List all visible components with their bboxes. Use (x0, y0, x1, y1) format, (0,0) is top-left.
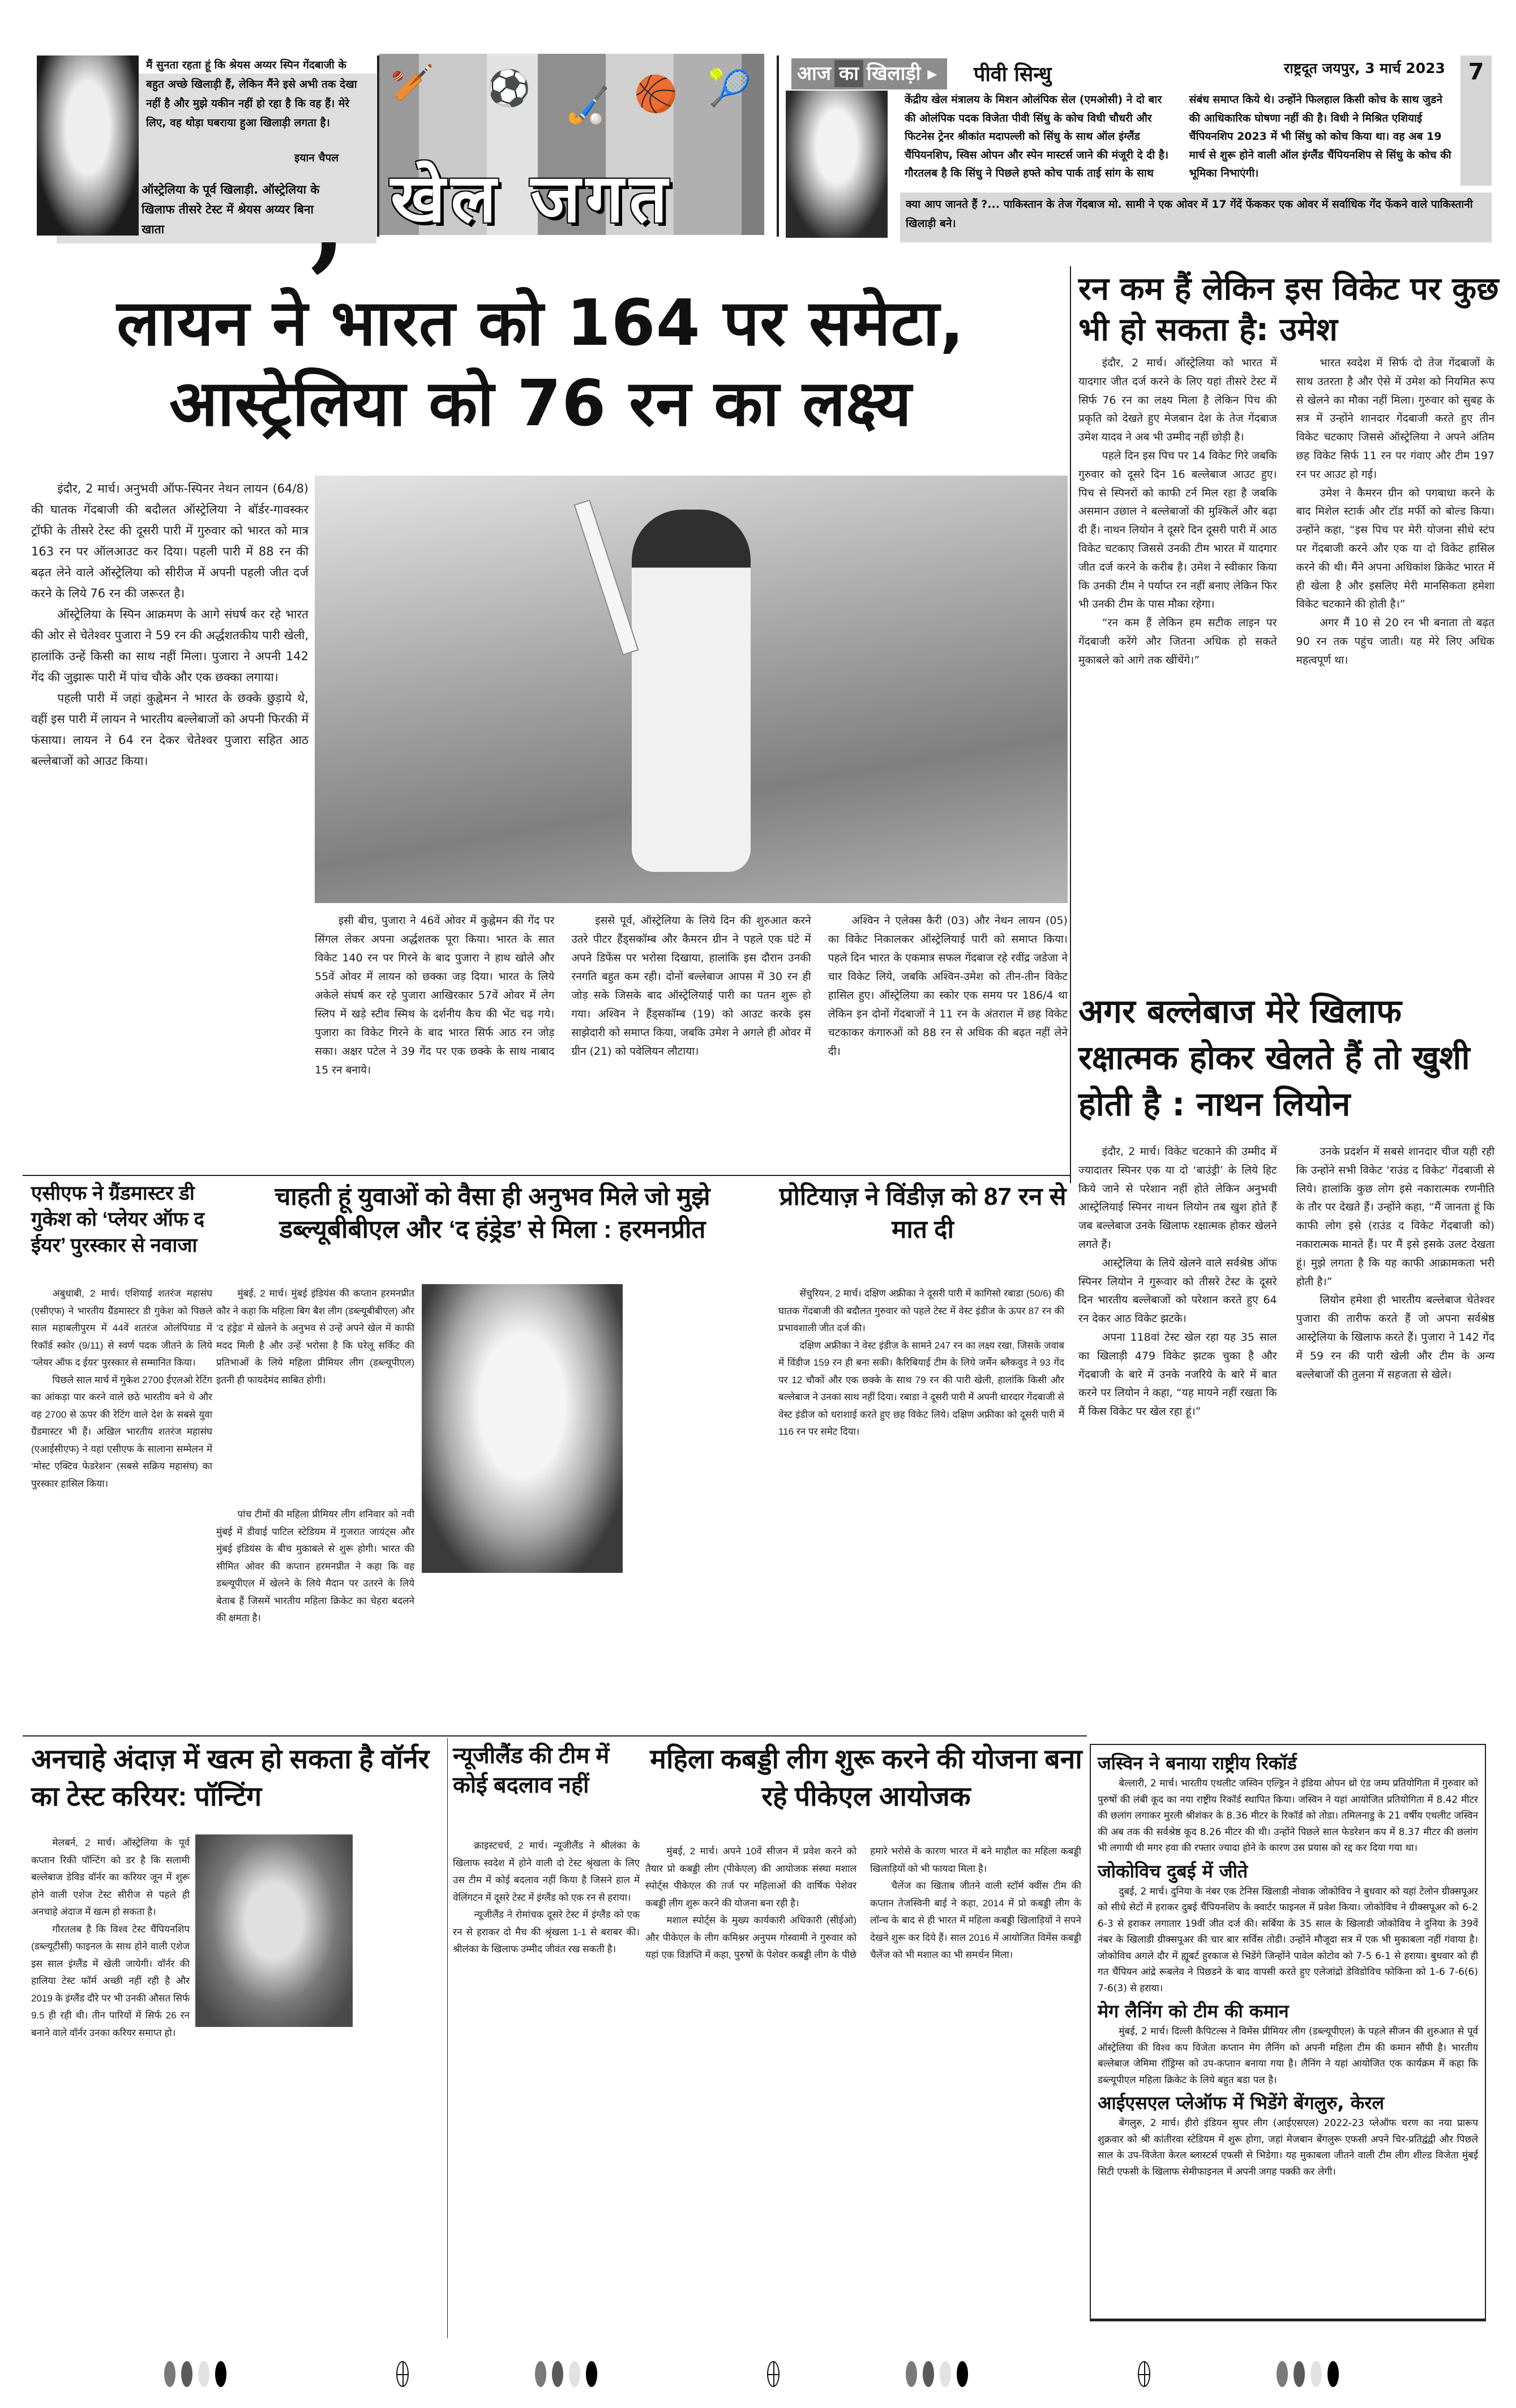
pv-sindhu-photo (786, 91, 888, 238)
hockey-icon: 🏑 (566, 84, 610, 126)
color-registration-dot (586, 2361, 597, 2387)
column-rule (1070, 266, 1071, 1183)
umesh-story-body (1078, 354, 1494, 980)
harmanpreet-photo (422, 1284, 623, 1573)
cricket-stumps-icon: 🏏 (391, 62, 435, 103)
color-registration-dot (1277, 2361, 1288, 2387)
color-registration-dot (164, 2361, 175, 2387)
color-registration-dot (569, 2361, 580, 2387)
harmanpreet-headline: चाहती हूं युवाओं को वैसा ही अनुभव मिले जो मुझे डब्ल्यूबीबीएल और ‘द हंड्रेड’ से मिला : हरमनप्रीत (275, 1183, 710, 1243)
masthead-divider (777, 55, 779, 237)
paragraph: उमेश ने कैमरन ग्रीन को पगबाधा करने के बाद मिशेल स्टार्क और टॉड मर्फी को बोल्ड किया। उन्होंने कहा, “इस पिच पर मेरी योजना सीधे स्टंप पर गेंदबाजी करने और एक या दो विकेट हासिल करने की थी। मैंने अपना अधिकांश क्रिकेट भारत में ही खेला है और इसलिए मेरी मानसिकता हमेशा विकेट चटकाने की होती है।” (1296, 486, 1494, 611)
ponting-story-body (31, 1834, 190, 2042)
quote-mark-icon: , (310, 163, 346, 283)
paragraph: सेंचुरियन, 2 मार्च। दक्षिण अफ्रीका ने दूसरी पारी में कागिसो रबाडा (50/6) की घातक गेंदबाजी की बदौलत गुरुवार को पहले टेस्ट में वेस्ट इंडीज के ऊपर 87 रन की प्रभावशाली जीत दर्ज की। (778, 1288, 1064, 1333)
label-part: आज (797, 62, 831, 85)
quote-author: इयान चैपल (294, 152, 339, 164)
paragraph: मुंबई, 2 मार्च। मुंबई इंडियंस की कप्तान हरमनप्रीत कौर ने कहा कि महिला बिग बैश लीग (डब्ल्यूबीबीएल) और ‘द हंड्रेड’ में खेलने के अनुभव से उन्हें अपने खेल में काफी मदद मिली है और उन्हें भरोसा है कि घरेलू सर्किट की प्रतिभाओं के लिये महिला प्रीमियर लीग (डब्ल्यूपीएल) इतनी ही फायदेमंद साबित होगी। (216, 1288, 414, 1385)
masthead-divider (377, 55, 379, 237)
paragraph: लियोन हमेशा ही भारतीय बल्लेबाज चेतेश्वर पुजारा की तारीफ करते हैं जो अपना सर्वश्रेष्ठ आस्ट्रेलिया के खिलाफ करते हैं। पुजारा ने 142 गेंद में 59 रन की पारी खेली और टीम के अन्य बल्लेबाजों की तुलना में सहजता से खेले। (1296, 1294, 1494, 1381)
paragraph: अबुधाबी, 2 मार्च। एशियाई शतरंज महासंघ (एसीएफ) ने भारतीय ग्रैंडमास्टर डी गुकेश को पिछले साल महाबलीपुरम में 44वें शतरंज ओलंपियाड में रिकॉर्ड स्कोर (9/11) से स्वर्ण पदक जीतने के लिये ‘प्लेयर ऑफ द ईयर’ पुरस्कार से सम्मानित किया। (31, 1288, 212, 1368)
news-briefs-box (1090, 1744, 1486, 2321)
paragraph: ऑस्ट्रेलिया के स्पिन आक्रमण के आगे संघर्ष कर रहे भारत की ओर से चेतेश्वर पुजारा ने 59 रन की अर्द्धशतकीय पारी खेली, हालांकि उन्हें किसी का साथ नहीं मिला। पुजारा ने अपनी 142 गेंद की जुझारू पारी में पांच चौके और एक छक्का लगाया। (31, 608, 309, 684)
kabaddi-story-body (645, 1843, 1081, 1964)
crosshair-registration-icon (396, 2361, 409, 2387)
lead-story-continuation (315, 912, 1068, 1080)
color-registration-dot (923, 2361, 934, 2387)
paragraph: पांच टीमों की महिला प्रीमियर लीग शनिवार को नवी मुंबई में डीवाई पाटिल स्टेडियम में गुजरात जायंट्स और मुंबई इंडियंस के बीच मुकाबले से शुरू होगी। भारत की सीमित ओवर की कप्तान हरमनप्रीत ने कहा कि वह डब्ल्यूपीएल में खेलने के लिये मैदान पर उतरने के लिये बेताब हैं जिसमें भारतीय महिला क्रिकेट का चेहरा बदलने की क्षमता है। (216, 1509, 414, 1623)
paragraph: आस्ट्रेलिया के लिये खेलने वाले सर्वश्रेष्ठ ऑफ स्पिनर लियोन ने गुरूवार को तीसरे टेस्ट के दूसरे दिन भारतीय बल्लेबाजों को परेशान करते हुए 64 रन देकर आठ विकेट झटके। (1078, 1256, 1277, 1325)
section-rule (23, 1175, 1070, 1176)
crosshair-registration-icon (1138, 2361, 1150, 2387)
paragraph: पहली पारी में जहां कुह्नेमन ने भारत के छक्के छुड़ाये थे, वहीं इस पारी में लायन ने भारतीय बल्लेबाजों को अपनी फिरकी में फंसाया। लायन ने 64 रन देकर चेतेश्वर पुजारा सहित आठ बल्लेबाजों को आउट किया। (31, 691, 309, 768)
section-logo (379, 54, 776, 238)
paragraph: इंदौर, 2 मार्च। विकेट चटकाने की उम्मीद में ज्यादातर स्पिनर एक या दो ‘बाउंड्री’ के लिये हिट किये जाने से परेशान नहीं होते लेकिन अनुभवी आस्ट्रेलियाई स्पिनर नाथन लियोन तब खुश होते हैं जब बल्लेबाज उनके खिलाफ रक्षात्मक होकर खेलने लगते हैं। (1078, 1145, 1277, 1251)
color-registration-dot (1294, 2361, 1305, 2387)
brief-headline: मेग लैनिंग को टीम की कमान (1098, 2000, 1289, 2022)
batsman-photo (315, 476, 1068, 903)
label-part: का (834, 60, 863, 87)
label-part: खिलाड़ी (866, 62, 921, 85)
football-icon: ⚽ (487, 67, 531, 109)
ian-chappell-photo (37, 55, 139, 236)
lyon-headline: अगर बल्लेबाज मेरे खिलाफ रक्षात्मक होकर खेलते हैं तो खुशी होती है : नाथन लियोन (1078, 992, 1470, 1123)
paragraph: गौरतलब है कि विश्व टेस्ट चैंपियनशिप (डब्ल्यूटीसी) फाइनल के साथ होने वाली एशेज इस साल इंग्लैंड में खेली जायेगी। वॉर्नर की हालिया टेस्ट फॉर्म अच्छी नहीं रही है और 2019 के इंग्लैंड दौरे पर भी उनकी औसत सिर्फ 9.5 ही रही थी। तीन पारियों में सिर्फ 26 रन बनाने वाले वॉर्नर उनका करियर समाप्त हो। (31, 1923, 190, 2038)
basketball-icon: 🏀 (634, 73, 678, 114)
paragraph: अपना 118वां टेस्ट खेल रहा यह 35 साल का खिलाड़ी 479 विकेट झटक चुका है और गेंदबाजी के बारे में उनके नजरिये के बारे में बात करने पर लियोन ने कहा, “यह मायने नहीं रखता कि मैं किस विकेट पर खेल रहा हूं।” (1078, 1331, 1277, 1418)
crosshair-registration-icon (767, 2361, 780, 2387)
brief-body (1098, 2024, 1478, 2088)
paragraph: मशाल स्पोर्ट्स के मुख्य कार्यकारी अधिकारी (सीईओ) और पीकेएल के लीग कमिश्नर अनुपम गोस्वामी ने गुरुवार को यहां एक विज्ञप्ति में कहा, पुरुषों के पेशेवर कबड्डी लीग के पीछे हमारे भरोसे के कारण भारत में बने माहौल का महिला कबड्डी खिलाड़ियों को भी फायदा मिला है। (645, 1846, 1081, 1960)
lead-headline (23, 283, 1059, 444)
ricky-ponting-photo (195, 1834, 353, 2027)
paragraph: क्राइस्टचर्च, 2 मार्च। न्यूजीलैंड ने श्रीलंका के खिलाफ स्वदेश में होने वाली दो टेस्ट श्रृंखला के लिए उस टीम में कोई बदलाव नहीं किया है जिसने हाल में वेलिंगटन में दूसरे टेस्ट में इंग्लैंड को एक रन से हराया। (453, 1840, 640, 1903)
paragraph: दक्षिण अफ्रीका ने वेस्ट इंडीज के सामने 247 रन का लक्ष्य रखा, जिसके जवाब में विंडीज 159 रन ही बना सकी। कैरिबियाई टीम के लिये जर्मेन ब्लैकवुड ने 93 गेंद पर 12 चौकों और एक छक्के के साथ 79 रन की पारी खेली, हालांकि किसी और बल्लेबाज ने उनका साथ नहीं दिया। रबाडा ने दूसरी पारी में अपनी धारदार गेंदबाजी से वेस्ट इंडीज को धराशाई करते हुए छह विकेट लिये। दक्षिण अफ्रीका को दूसरी पारी में 116 रन पर समेट दिया। (778, 1340, 1064, 1437)
section-logo-text: खेल जगत (391, 159, 673, 237)
paragraph: पिछले साल मार्च में गुकेश 2700 ईएलओ रेटिंग का आंकड़ा पार करने वाले छठे भारतीय बने थे और वह 2700 से ऊपर की रेटिंग वाले देश के सबसे युवा ग्रैंडमास्टर भी हैं। अखिल भारतीय शतरंज महासंघ (एआईसीएफ) ने यहां एसीएफ के सालाना सम्मेलन में ‘मोस्ट एक्टिव फेडरेशन’ (सबसे सक्रिय महासंघ) का पुरस्कार हासिल किया। (31, 1374, 212, 1489)
paragraph: पहले दिन इस पिच पर 14 विकेट गिरे जबकि गुरुवार को दूसरे दिन 16 बल्लेबाज आउट हुए। पिच से स्पिनरों को काफी टर्न मिल रहा है जबकि असमान उछाल ने बल्लेबाजों की मुश्किलें और बढ़ा दी हैं। नाथन लियोन ने दूसरे दिन दूसरी पारी में आठ विकेट चटकाए जिससे उनकी टीम भारत में यादगार जीत दर्ज करने के करीब है। उमेश ने स्वीकार किया कि उनकी टीम ने पर्याप्त रन नहीं बनाए लेकिन फिर भी उनकी टीम के पास मौका रहेगा। (1078, 449, 1277, 611)
paragraph: इंदौर, 2 मार्च। अनुभवी ऑफ-स्पिनर नेथन लायन (64/8) की घातक गेंदबाजी की बदौलत ऑस्ट्रेलिया ने बॉर्डर-गावस्कर ट्रॉफी के तीसरे टेस्ट की दूसरी पारी में गुरुवार को भारत को मात्र 163 रन पर ऑलआउट कर दिया। पहली पारी में 88 रन की बढ़त लेने वाले ऑस्ट्रेलिया को सीरीज में अपनी पहली जीत दर्ज करने के लिये 76 रन की जरूरत है। (31, 482, 309, 600)
brief-headline: जोकोविच दुबई में जीते (1098, 1860, 1248, 1882)
paragraph: “रन कम हैं लेकिन हम सटीक लाइन पर गेंदबाजी करेंगे और जितना अधिक हो सकते मुकाबले को आगे तक खींचेंगे।” (1078, 617, 1277, 666)
paragraph: बेंगलुरु, 2 मार्च। हीरो इंडियन सुपर लीग (आईएसएल) 2022-23 प्लेऑफ चरण का नया प्रारूप शुक्रवार को श्री कांतीरवा स्टेडियम में शुरू होगा, जहां मेजबान बेंगलुरू एफसी अपने चिर-प्रतिद्वंद्वी और पिछले साल के उप-विजेता केरल ब्लास्टर्स एफसी से भिडेगा। यह मुकाबला जीतने वाली टीम लीग शील्ड विजेता मुंबई सिटी एफसी के खिलाफ सेमीफाइनल में अपनी जगह पक्की कर लेगी। (1098, 2118, 1478, 2178)
paragraph: अगर मैं 10 से 20 रन भी बनाता तो बढ़त 90 रन तक पहुंच जाती। यह मेरे लिए अधिक महत्वपूर्ण था। (1296, 617, 1494, 666)
paragraph: अश्विन ने एलेक्स कैरी (03) और नेथन लायन (05) का विकेट निकालकर ऑस्ट्रेलियाई पारी को समाप्त किया। पहले दिन भारत के एकमात्र सफल गेंदबाज रहे रवींद्र जडेजा ने चार विकेट लिये, जबकि अश्विन-उमेश को तीन-तीन विकेट हासिल हुए। ऑस्ट्रेलिया का स्कोर एक समय पर 186/4 था लेकिन इन दोनों गेंदबाजों ने 11 रन के अंतराल में छह विकेट चटकाकर कंगारुओं को 88 रन से अधिक की बढ़त नहीं लेने दी। (828, 914, 1068, 1058)
column-rule (447, 1738, 448, 2338)
color-registration-dot (1327, 2361, 1339, 2387)
protea-headline: प्रोटियाज़ ने विंडीज़ को 87 रन से मात दी (779, 1183, 1067, 1243)
brief-body (1098, 1884, 1478, 1997)
paragraph: भारत स्वदेश में सिर्फ दो तेज गेंदबाजों के साथ उतरता है और ऐसे में उमेश को नियमित रूप से खेलने का मौका नहीं मिला। गुरुवार को सुबह के सत्र में उन्होंने शानदार गेंदबाजी करते हुए तीन विकेट चटकाए जिससे ऑस्ट्रेलिया ने अपने अंतिम छह विकेट सिर्फ 11 रन पर गंवाए और टीम 197 रन पर आउट हो गई। (1296, 357, 1494, 481)
lead-headline-line1: लायन ने भारत को 164 पर समेटा, (117, 286, 965, 360)
paragraph: मुंबई, 2 मार्च। अपने 10वें सीजन में प्रवेश करने को तैयार प्रो कबड्डी लीग (पीकेएल) की आयोजक संस्था मशाल स्पोर्ट्स पीकेएल की तर्ज पर महिलाओं की वार्षिक पेशेवर कबड्डी लीग शुरू करने की योजना बना रही है। (645, 1846, 857, 1909)
paragraph: इससे पूर्व, ऑस्ट्रेलिया के लिये दिन की शुरुआत करने उतरे पीटर हैंड्सकॉम्ब और कैमरन ग्रीन ने पहले एक घंटे में अपने डिफेंस पर भरोसा दिखाया, हालांकि इस दौरान उनकी रनगति बहुत कम रही। दोनों बल्लेबाज आपस में 30 रन ही जोड़ सके जिसके बाद ऑस्ट्रेलियाई पारी का पतन शुरू हो गया। अश्विन ने हैंड्सकॉम्ब (19) को आउट करके इस साझेदारी को समाप्त किया, जबकि उमेश ने अगले ही ओवर में ग्रीन (21) को पवेलियन लौटाया। (571, 914, 811, 1058)
edition-dateline: राष्ट्रदूत जयपुर, 3 मार्च 2023 (1284, 60, 1445, 76)
paragraph: मुंबई, 2 मार्च। दिल्ली कैपिटल्स ने विमेंस प्रीमियर लीग (डब्ल्यूपीएल) के पहले सीजन की शुरुआत से पूर्व ऑस्ट्रेलिया की विश्व कप विजेता कप्तान मेग लैनिंग को अपनी महिला टीम की कमान सौंपी है। भारतीय बल्लेबाज जेमिमा रॉड्रिग्स को उप-कप्तान बनाया गया है। लैनिंग ने यहां आयोजित एक कार्यक्रम में कहा कि डब्ल्यूपीएल महिला क्रिकेट के लिये बहुत बडा पल है। (1098, 2026, 1478, 2086)
color-registration-dot (198, 2361, 209, 2387)
lyon-story-body (1078, 1143, 1494, 1714)
nz-headline: न्यूजीलैंड की टीम में कोई बदलाव नहीं (453, 1743, 610, 1798)
printer-registration-marks (0, 2361, 1516, 2389)
tennis-racket-icon: 🎾 (708, 67, 752, 109)
did-you-know-box: क्या आप जानते हैं ?... पाकिस्तान के तेज गेंदबाज मो. सामी ने एक ओवर में 17 गेंदें फेंककर एक ओवर में सर्वाधिक गेंद फेंकने वाले पाकिस्तानी खिलाड़ी बने। (900, 193, 1492, 242)
protea-story-body (778, 1285, 1064, 1441)
paragraph: मेलबर्न, 2 मार्च। ऑस्ट्रेलिया के पूर्व कप्तान रिकी पॉन्टिंग को डर है कि सलामी बल्लेबाज डेविड वॉर्नर का करियर जून में शुरू होने वाली एशेज टेस्ट सीरीज से पहले ही अनचाहे अंदाज में खत्म हो सकता है। (31, 1837, 190, 1917)
paragraph: इंदौर, 2 मार्च। ऑस्ट्रेलिया को भारत में यादगार जीत दर्ज करने के लिए यहां तीसरे टेस्ट में सिर्फ 76 रन का लक्ष्य मिला है लेकिन पिच की प्रकृति को देखते हुए मेजबान देश के तेज गेंदबाज उमेश यादव ने अब भी उम्मीद नहीं छोड़ी है। (1078, 357, 1277, 444)
paragraph: उनके प्रदर्शन में सबसे शानदार चीज यही रही कि उन्होंने सभी विकेट ‘राउंड द विकेट’ गेंदबाजी से लिये। हालांकि कुछ लोग इसे नकारात्मक रणनीति के तौर पर देखते हैं। उन्होंने कहा, “मैं जानता हूं कि काफी लोग इसे (राउंड द विकेट गेंदबाजी को) नकारात्मक मानते हैं। पर मैं इसे इसके उलट देखता हूं। मुझे लगता है कि यह काफी आक्रामकता भरी होती है।” (1296, 1145, 1494, 1288)
brief-headline: आईएसएल प्लेऑफ में भिडेंगे बेंगलुरु, केरल (1098, 2092, 1385, 2114)
color-registration-dot (906, 2361, 917, 2387)
color-registration-dot (181, 2361, 192, 2387)
paragraph: इसी बीच, पुजारा ने 46वें ओवर में कुह्नेमन की गेंद पर सिंगल लेकर अपना अर्द्धशतक पूरा किया। भारत के सात विकेट 140 रन पर गिरने के बाद पुजारा ने हाथ खोले और 55वें ओवर में लायन को छक्का जड़ दिया। भारत के लिये अकेले संघर्ष कर रहे पुजारा आखिरकार 57वें ओवर में लेग स्लिप में खड़े स्टीव स्मिथ के दर्शनीय कैच की भेंट चढ़ गये। पुजारा का विकेट गिरने के बाद भारत सिर्फ आठ रन जोड़ सका। अक्षर पटेल ने 39 गेंद पर एक छक्के के साथ नाबाद 15 रन बनाये। (315, 914, 555, 1076)
brief-body (1098, 2115, 1478, 2180)
color-registration-dot (552, 2361, 563, 2387)
harmanpreet-story-body (216, 1285, 414, 1389)
lead-headline-line2: आस्ट्रेलिया को 76 रन का लक्ष्य (169, 367, 912, 440)
color-registration-dot (957, 2361, 968, 2387)
gukesh-headline: एसीएफ ने ग्रैंडमास्टर डी गुकेश को ‘प्लेयर ऑफ द ईयर’ पुरस्कार से नवाजा (31, 1182, 205, 1256)
harmanpreet-story-body-continued (216, 1506, 414, 1627)
player-name: पीवी सिन्धु (974, 63, 1052, 86)
color-registration-dot (1311, 2361, 1322, 2387)
section-rule (23, 1735, 1087, 1737)
color-registration-dot (535, 2361, 546, 2387)
brief-body (1098, 1776, 1478, 1857)
ponting-headline: अनचाहे अंदाज़ में खत्म हो सकता है वॉर्नर का टेस्ट करियर: पॉन्टिंग (31, 1744, 430, 1812)
brief-headline: जस्विन ने बनाया राष्ट्रीय रिकॉर्ड (1098, 1752, 1297, 1774)
color-registration-dot (215, 2361, 226, 2387)
paragraph: चैलेंज का खिताब जीतने वाली स्टॉर्म क्वींस टीम की कप्तान तेजस्विनी बाई ने कहा, 2014 में प्रो कबड्डी लीग के लॉन्च के बाद से ही भारत में महिला कबड्डी खिलाड़ियों ने सपने देखने शुरू कर दिये हैं। साल 2016 में आयोजित विमेंस कबड्डी चैलेंज को भी मशाल का भी समर्थन मिला। (870, 1880, 1081, 1960)
player-of-day-label (791, 58, 947, 89)
player-of-day-text: केंद्रीय खेल मंत्रालय के मिशन ओलंपिक सेल (एमओसी) ने दो बार की ओलंपिक पदक विजेता पीवी सिंधु के कोच विधी चौधरी और फिटनेस ट्रेनर श्रीकांत मदापल्ली को सिंधु के साथ ऑल इंग्लैंड चैंपियनशिप, स्विस ओपन और स्पेन मास्टर्स जाने की मंजूरी दे दी है। गौरतलब है कि सिंधु ने पिछले हफ्ते कोच पार्क ताई सांग के साथ संबंध समाप्त किये थे। उन्होंने फिलहाल किसी कोच के साथ जुडने की आधिकारिक घोषणा नहीं की है। विधी ने मिश्रित एशियाई चैंपियनशिप 2023 में भी सिंधु को कोच किया था। वह अब 19 मार्च से शुरू होने वाली ऑल इंग्लैंड चैंपियनशिप से सिंधु के कोच की भूमिका निभाएंगी। (905, 93, 1451, 179)
kabaddi-headline: महिला कबड्डी लीग शुरू करने की योजना बना रहे पीकेएल आयोजक (650, 1744, 1082, 1812)
color-registration-dot (940, 2361, 951, 2387)
paragraph: दुबई, 2 मार्च। दुनिया के नंबर एक टेनिस खिलाडी नोवाक जोकोविच ने बुधवार को यहां टेलोन ग्रीक्सपूअर को सीधे सेटों में हराकर दुबई चैंपियनशिप के क्वार्टर फाइनल में प्रवेश किया। जोकोविच ने ग्रीक्सपूअर को 6-2 6-3 से हराकर लगातार 19वीं जीत दर्ज की। सर्बिया के 35 साल के खिलाडी जोकोविच ने दुनिया के 39वें नंबर के खिलाडी ग्रीक्सपूअर की चार बार सर्विस तोडी। उन्होंने मौजूदा सत्र में एक भी मुकाबला नहीं गंवाया है। जोकोविच अगले दौर में ह्यूबर्ट हुरकाज से भिडेंगे जिन्होंने पावेल कोटोव को 7-5 6-1 से हराया। बुधवार को ही गत चैंपियन आंद्रे रूबलेव ने पिछडने के बाद वापसी करते हुए एलेजांद्रो डेविडोविच फोकिना को 1-6 7-6(6) 7-6(3) से हराया। (1098, 1885, 1478, 1994)
umesh-headline: रन कम हैं लेकिन इस विकेट पर कुछ भी हो सकता है: उमेश (1078, 271, 1499, 348)
paragraph: बेल्लारी, 2 मार्च। भारतीय एथलीट जस्विन एल्ड्रिन ने इंडिया ओपन थ्रो एंड जम्प प्रतियोगिता में गुरुवार को पुरुषों की लंबी कूद का नया राष्ट्रीय रिकॉर्ड स्थापित किया। जस्विन ने यहां आयोजित प्रतियोगिता में 8.42 मीटर की छलांग लगाकर मुरली श्रीशंकर के 8.36 मीटर के रिकॉर्ड को तोडा। तमिलनाडु के 21 वर्षीय एथलीट जस्विन की अब तक की सर्वश्रेष्ठ कूद 8.26 मीटर की थी। उन्होंने पिछले साल फेडरेशन कप में 8.37 मीटर की छलांग भी लगायी थी मगर हवा की रफ्तार ज्यादा होने के कारण उस प्रयास को रद्द कर दिया गया था। (1098, 1778, 1478, 1854)
quote-text: मैं सुनता रहता हूं कि श्रेयस अय्यर स्पिन गेंदबाजी के बहुत अच्छे खिलाड़ी हैं, लेकिन मैंने इसे अभी तक देखा नहीं है और मुझे यकीन नहीं हो रहा है कि वह हैं। मेरे लिए, वह थोड़ा घबराया हुआ खिलाड़ी लगता है। (146, 59, 357, 129)
lead-story-body (31, 478, 309, 772)
quote-caption: ऑस्ट्रेलिया के पूर्व खिलाड़ी. ऑस्ट्रेलिया के खिलाफ तीसरे टेस्ट में श्रेयस अय्यर बिना खाता (142, 183, 320, 236)
gukesh-story-body (31, 1285, 212, 1492)
play-arrow-icon: ▸ (920, 62, 937, 85)
paragraph: न्यूजीलैंड ने रोमांचक दूसरे टेस्ट में इंग्लैंड को एक रन से हराकर दो मैच की श्रृंखला 1-1 से बराबर की। श्रीलंका के खिलाफ उम्मीद जीवंत रख सकती है। (453, 1909, 640, 1954)
nz-story-body (453, 1837, 640, 1958)
page-number: 7 (1461, 55, 1492, 186)
